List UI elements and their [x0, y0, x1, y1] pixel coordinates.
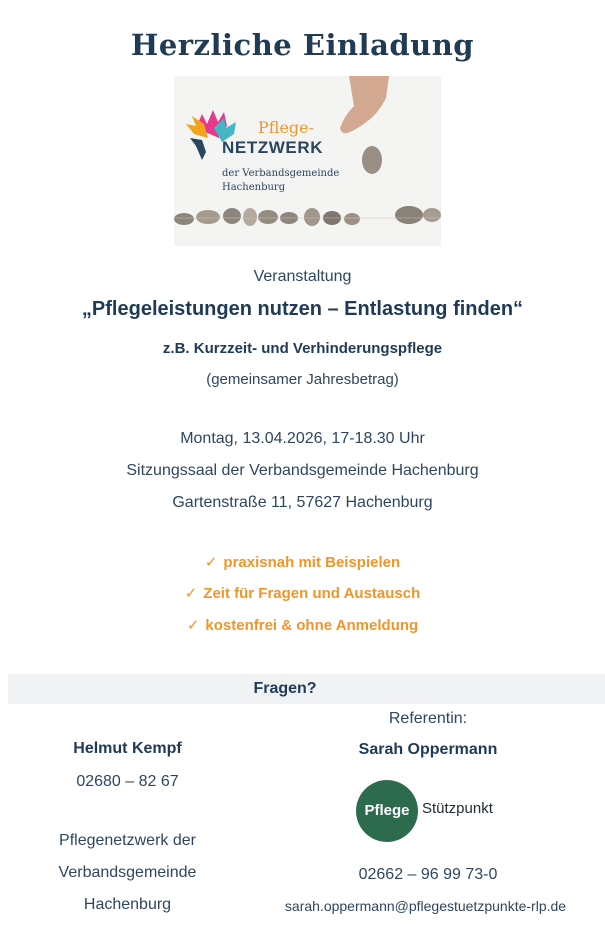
pflegestuetzpunkt-logo — [356, 780, 526, 836]
event-note: (gemeinsamer Jahresbetrag) — [206, 371, 399, 388]
event-title: „Pflegeleistungen nutzen – Entlastung finden“ — [81, 298, 524, 320]
feature-item — [0, 553, 605, 571]
checkmark-icon: ✓ — [204, 554, 218, 571]
feature-label: praxisnah mit Beispielen — [223, 554, 401, 571]
pflege-circle-badge: Pflege — [356, 780, 418, 842]
logo-line-2: NETZWERK — [222, 138, 324, 157]
logo-line-4: Hachenburg — [222, 182, 286, 193]
contact-left-org-line: Verbandsgemeinde — [58, 864, 197, 881]
speaker-role: Referentin: — [388, 710, 468, 727]
contact-left-phone: 02680 – 82 67 — [76, 773, 179, 790]
questions-heading: Fragen? — [253, 680, 317, 697]
speaker-name: Sarah Oppermann — [358, 741, 498, 758]
speaker-email-link[interactable]: sarah.oppermann@pflegestuetzpunkte-rlp.de — [284, 898, 567, 914]
checkmark-icon: ✓ — [186, 617, 200, 634]
speaker-phone: 02662 – 96 99 73-0 — [358, 866, 498, 883]
stuetzpunkt-wordmark: Stützpunkt — [422, 800, 493, 817]
feature-item — [0, 616, 605, 634]
feature-label: Zeit für Fragen und Austausch — [203, 585, 421, 602]
event-subtitle: z.B. Kurzzeit- und Verhinderungspflege — [162, 340, 443, 357]
feature-label: kostenfrei & ohne Anmeldung — [205, 617, 419, 634]
page-title: Herzliche Einladung — [130, 28, 475, 62]
event-address: Gartenstraße 11, 57627 Hachenburg — [172, 494, 433, 511]
contact-left-org-line: Pflegenetzwerk der — [59, 832, 196, 849]
event-venue: Sitzungssaal der Verbandsgemeinde Hachenburg — [126, 462, 479, 479]
contact-left-name: Helmut Kempf — [73, 740, 182, 757]
hands-stones-illustration — [174, 76, 441, 246]
event-date: Montag, 13.04.2026, 17-18.30 Uhr — [180, 430, 425, 447]
logo-line-3: der Verbandsgemeinde — [222, 168, 340, 179]
feature-item — [0, 584, 605, 602]
event-label: Veranstaltung — [253, 268, 352, 285]
contact-left-org-line: Hachenburg — [83, 896, 172, 913]
logo-line-1: Pflege- — [258, 118, 315, 137]
pflegenetzwerk-logo-image — [174, 76, 441, 246]
checkmark-icon: ✓ — [184, 585, 198, 602]
